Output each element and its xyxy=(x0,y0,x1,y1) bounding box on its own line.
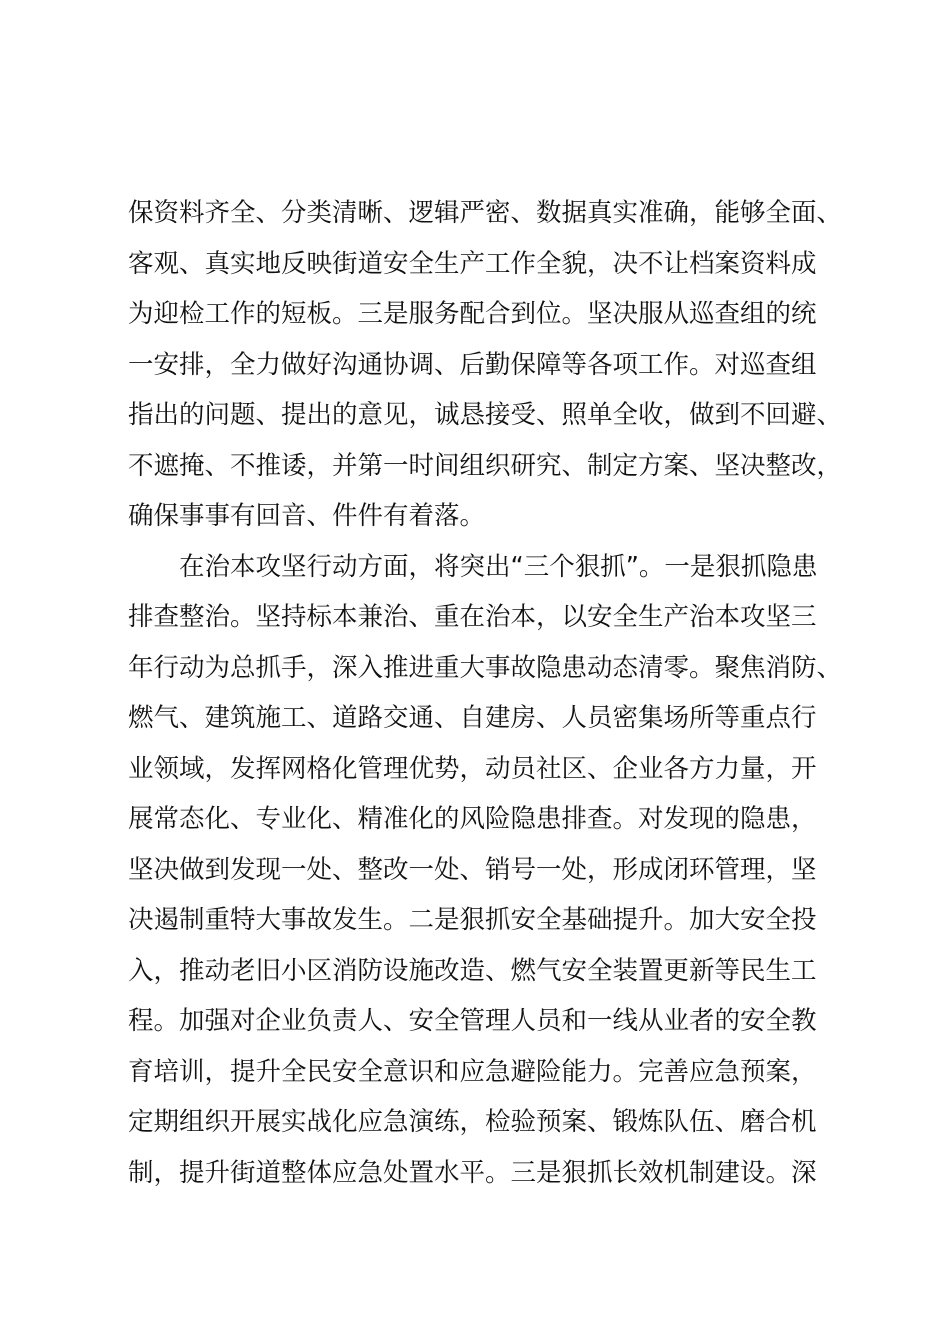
text-line: 业领域，发挥网格化管理优势，动员社区、企业各方力量，开 xyxy=(128,753,817,784)
body-text xyxy=(128,188,848,1198)
text-line: 燃气、建筑施工、道路交通、自建房、人员密集场所等重点行 xyxy=(128,703,817,733)
text-line: 年行动为总抓手，深入推进重大事故隐患动态清零。聚焦消防、 xyxy=(128,652,843,683)
text-line: 一安排，全力做好沟通协调、后勤保障等各项工作。对巡查组 xyxy=(128,349,817,380)
text-line: 客观、真实地反映街道安全生产工作全貌，决不让档案资料成 xyxy=(128,248,817,279)
text-line: 入，推动老旧小区消防设施改造、燃气安全装置更新等民生工 xyxy=(128,955,817,986)
text-line: 坚决做到发现一处、整改一处、销号一处，形成闭环管理，坚 xyxy=(128,854,817,885)
text-line: 程。加强对企业负责人、安全管理人员和一线从业者的安全教 xyxy=(128,1006,817,1036)
text-line: 指出的问题、提出的意见，诚恳接受、照单全收，做到不回避、 xyxy=(128,400,843,430)
text-line: 不遮掩、不推诿，并第一时间组织研究、制定方案、坚决整改， xyxy=(128,450,843,481)
text-line: 为迎检工作的短板。三是服务配合到位。坚决服从巡查组的统 xyxy=(128,299,817,329)
text-line: 确保事事有回音、件件有着落。 xyxy=(128,501,486,531)
text-line: 决遏制重特大事故发生。二是狠抓安全基础提升。加大安全投 xyxy=(128,905,817,935)
text-line: 展常态化、专业化、精准化的风险隐患排查。对发现的隐患， xyxy=(128,804,817,834)
paragraph-start-line: 在治本攻坚行动方面，将突出“三个狠抓”。一是狠抓隐患 xyxy=(179,551,818,582)
text-line: 育培训，提升全民安全意识和应急避险能力。完善应急预案， xyxy=(128,1056,817,1087)
text-line: 保资料齐全、分类清晰、逻辑严密、数据真实准确，能够全面、 xyxy=(128,198,843,228)
text-line: 制，提升街道整体应急处置水平。三是狠抓长效机制建设。深 xyxy=(128,1157,817,1188)
text-line: 定期组织开展实战化应急演练，检验预案、锻炼队伍、磨合机 xyxy=(128,1107,817,1137)
text-line: 排查整治。坚持标本兼治、重在治本，以安全生产治本攻坚三 xyxy=(128,602,817,632)
